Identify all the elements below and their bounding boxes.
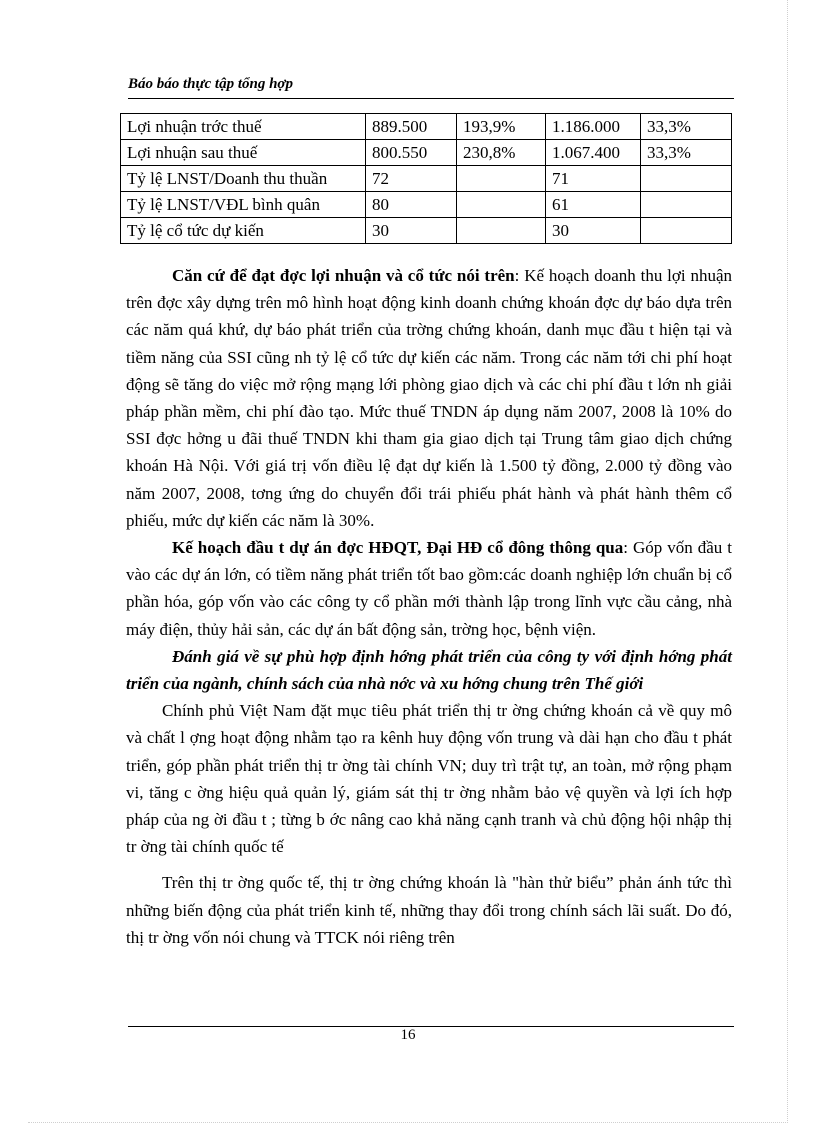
table-cell: Tỷ lệ cổ tức dự kiến — [121, 218, 366, 244]
table-cell — [641, 166, 732, 192]
paragraph-lead: Căn cứ để đạt đợc lợi nhuận và cổ tức nói trên — [172, 266, 515, 285]
page-header — [128, 76, 734, 99]
table-row — [121, 166, 732, 192]
page-border-right — [787, 0, 788, 1123]
paragraph-text: : Kế hoạch doanh thu lợi nhuận trên đợc xây dựng trên mô hình hoạt động kinh doanh chứng khoán đợc dự báo dựa trên các năm quá khứ, dự báo phát triển của trờng chứng khoán, danh mục đầu t hiện tại và tiềm năng của SSI cũng nh tỷ lệ cổ tức dự kiến các năm. Trong các năm tới chi phí hoạt động sẽ tăng do việc mở rộng mạng lới phòng giao dịch và các chi phí đầu t lớn nh giải pháp phần mềm, chi phí đào tạo. Mức thuế TNDN áp dụng năm 2007, 2008 là 10% do SSI đợc hởng u đãi thuế TNDN khi tham gia giao dịch tại Trung tâm giao dịch chứng khoán Hà Nội. Với giá trị vốn điều lệ đạt dự kiến là 1.500 tỷ đồng, 2.000 tỷ đồng vào năm 2007, 2008, tơng ứng do chuyển đổi trái phiếu phát hành và phát hành thêm cổ phiếu, mức dự kiến các năm là 30%. — [126, 266, 732, 530]
table-cell — [457, 218, 546, 244]
table-cell: 193,9% — [457, 114, 546, 140]
financial-table — [120, 113, 732, 244]
table-cell: 30 — [366, 218, 457, 244]
page-number: 16 — [400, 1027, 416, 1043]
table-cell: 1.067.400 — [546, 140, 641, 166]
table-row — [121, 218, 732, 244]
paragraph-revenue-basis — [126, 262, 732, 534]
table-cell — [457, 166, 546, 192]
table-row — [121, 192, 732, 218]
table-cell — [641, 218, 732, 244]
table-cell: 80 — [366, 192, 457, 218]
table-cell: 230,8% — [457, 140, 546, 166]
paragraph-lead: Kế hoạch đầu t dự án đợc HĐQT, Đại HĐ cổ đông thông qua — [172, 538, 624, 558]
table-cell: 33,3% — [641, 114, 732, 140]
table-cell: 33,3% — [641, 140, 732, 166]
header-title: Báo báo thực tập tổng hợp — [128, 76, 293, 92]
paragraph-vietnam-goals: Chính phủ Việt Nam đặt mục tiêu phát triển thị tr ờng chứng khoán cả về quy mô và chất l ợng hoạt động nhằm tạo ra kênh huy động vốn trung và dài hạn cho đầu t phát triển, góp phần phát triển thị tr ờng tài chính VN; duy trì trật tự, an toàn, mở rộng phạm vi, tăng c ờng hiệu quả quản lý, giám sát thị tr ờng nhằm bảo vệ quyền và lợi ích hợp pháp của ng ời đầu t ; từng b ớc nâng cao khả năng cạnh tranh và chủ động hội nhập thị tr ờng tài chính quốc tế — [126, 701, 732, 857]
table-cell: 61 — [546, 192, 641, 218]
table-cell: 800.550 — [366, 140, 457, 166]
table-cell: 1.186.000 — [546, 114, 641, 140]
section-heading-text: Đánh giá về sự phù hợp định hớng phát triển của công ty với định hớng phát triển của ngành, chính sách của nhà nớc và xu hớng chung trên Thế giới — [126, 646, 732, 694]
table-cell: 889.500 — [366, 114, 457, 140]
table-cell: Tỷ lệ LNST/Doanh thu thuần — [121, 166, 366, 192]
paragraph-investment-plan — [126, 534, 732, 643]
table-cell — [641, 192, 732, 218]
table-cell: 71 — [546, 166, 641, 192]
paragraph-international: Trên thị tr ờng quốc tế, thị tr ờng chứng khoán là "hàn thử biểu” phản ánh tức thì những biến động của phát triển kinh tế, những thay đổi trong chính sách lãi suất. Do đó, thị tr ờng vốn nói chung và TTCK nói riêng trên — [126, 873, 732, 947]
table-row — [121, 140, 732, 166]
section-heading — [126, 643, 732, 697]
table-cell: Lợi nhuận sau thuế — [121, 140, 366, 166]
table-cell: Tỷ lệ LNST/VĐL bình quân — [121, 192, 366, 218]
document-body — [126, 262, 732, 951]
table-cell: 30 — [546, 218, 641, 244]
table-row — [121, 114, 732, 140]
table-cell — [457, 192, 546, 218]
table-cell: Lợi nhuận trớc thuế — [121, 114, 366, 140]
paragraph-text: : Góp vốn đầu t vào các dự án lớn, có tiềm năng phát triển tốt bao gồm:các doanh nghiệp lớn chuẩn bị cổ phần hóa, góp vốn vào các công ty cổ phần mới thành lập trong lĩnh vực cầu cảng, nhà máy điện, thủy hải sản, các dự án bất động sản, trờng học, bệnh viện. — [126, 538, 732, 639]
table-cell: 72 — [366, 166, 457, 192]
